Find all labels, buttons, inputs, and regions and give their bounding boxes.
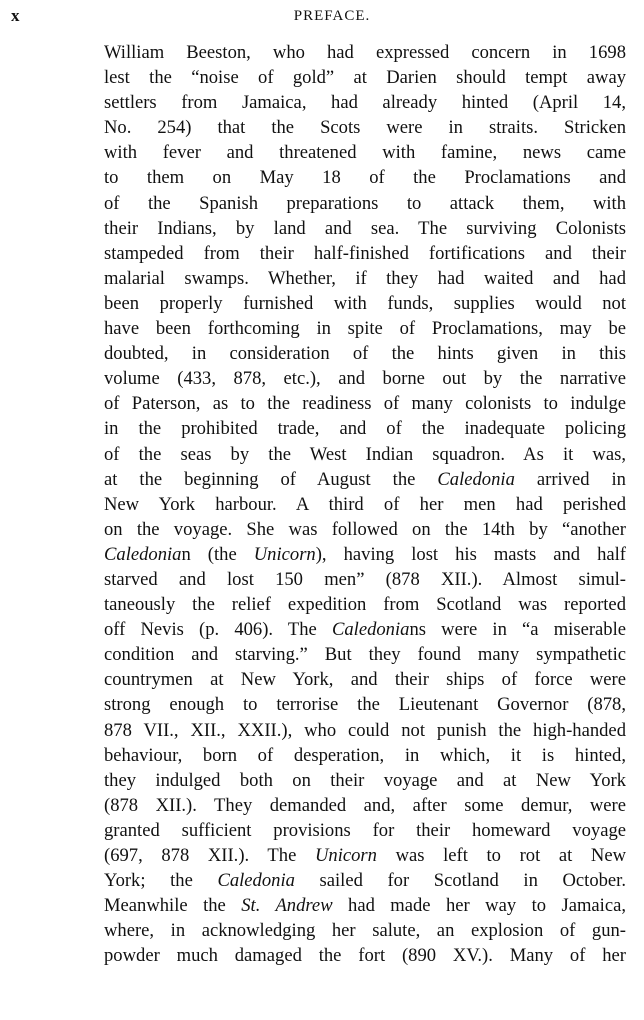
text-line: lest the “noise of gold” at Darien should tempt away	[104, 67, 626, 89]
running-title: PREFACE.	[293, 8, 371, 24]
text-line: of Paterson, as to the readiness of many colonists to indulge	[104, 393, 626, 415]
text-line: to them on May 18 of the Proclamations and	[104, 167, 626, 189]
text-line: strong enough to terrorise the Lieutenant Governor (878,	[104, 694, 626, 716]
text-line: of the Spanish preparations to attack them, with	[104, 192, 626, 214]
text-line: with fever and threatened with famine, news came	[104, 142, 626, 164]
text-line: volume (433, 878, etc.), and borne out by the narrative	[104, 368, 626, 390]
text-line: their Indians, by land and sea. The surviving Colonists	[104, 217, 626, 239]
text-line: 878 VII., XII., XXII.), who could not punish the high-handed	[104, 719, 626, 741]
preface-paragraph	[104, 40, 626, 968]
ship-name: Unicorn	[314, 845, 377, 866]
text-line: (697, 878 XII.). The Unicorn was left to rot at New	[104, 845, 626, 866]
text-line: Caledonian (the Unicorn), having lost his masts and half	[104, 543, 626, 565]
ship-name: St. Andrew	[241, 895, 333, 917]
text-line: in the prohibited trade, and of the inadequate policing	[104, 418, 626, 440]
text-line: starved and lost 150 men” (878 XII.). Almost simul-	[104, 568, 626, 590]
ship-name: Caledonia	[217, 870, 295, 892]
text-line: behaviour, born of desperation, in which, it is hinted,	[104, 744, 626, 766]
text-line: where, in acknowledging her salute, an explosion of gun-	[104, 920, 626, 942]
text-line: doubted, in consideration of the hints given in this	[104, 343, 626, 365]
ship-name: Unicorn	[253, 543, 316, 565]
text-line: (878 XII.). They demanded and, after some demur, were	[104, 794, 626, 816]
text-line: countrymen at New York, and their ships of force were	[104, 669, 626, 691]
text-line: York; the Caledonia sailed for Scotland in October.	[104, 870, 626, 892]
text-line: condition and starving.” But they found many sympathetic	[104, 644, 626, 666]
text-line: of the seas by the West Indian squadron. As it was,	[104, 443, 626, 465]
text-line: New York harbour. A third of her men had perished	[104, 493, 626, 515]
page-number: x	[11, 6, 20, 25]
text-line: granted sufficient provisions for their homeward voyage	[104, 819, 626, 841]
text-line: William Beeston, who had expressed concern in 1698	[104, 42, 626, 63]
text-line: No. 254) that the Scots were in straits. Stricken	[104, 117, 626, 139]
text-line: have been forthcoming in spite of Proclamations, may be	[104, 318, 626, 340]
ship-name: Caledonia	[104, 543, 182, 565]
ship-name: Caledonia	[331, 619, 410, 641]
ship-name: Caledonia	[437, 468, 515, 490]
text-line: powder much damaged the fort (890 XV.). Many of her	[104, 945, 626, 967]
text-line: stampeded from their half-finished fortifications and their	[104, 242, 626, 264]
text-line: Meanwhile the St. Andrew had made her way to Jamaica,	[104, 895, 626, 917]
text-line: they indulged both on their voyage and at New York	[104, 769, 626, 791]
text-line: taneously the relief expedition from Scotland was reported	[104, 594, 626, 616]
text-line: settlers from Jamaica, had already hinted (April 14,	[104, 92, 626, 114]
text-line: malarial swamps. Whether, if they had waited and had	[104, 267, 626, 289]
text-line: been properly furnished with funds, supplies would not	[104, 292, 626, 314]
text-line: at the beginning of August the Caledonia arrived in	[104, 468, 626, 490]
text-line: on the voyage. She was followed on the 14th by “another	[104, 518, 626, 540]
text-line: off Nevis (p. 406). The Caledonians were in “a miserable	[104, 619, 626, 641]
